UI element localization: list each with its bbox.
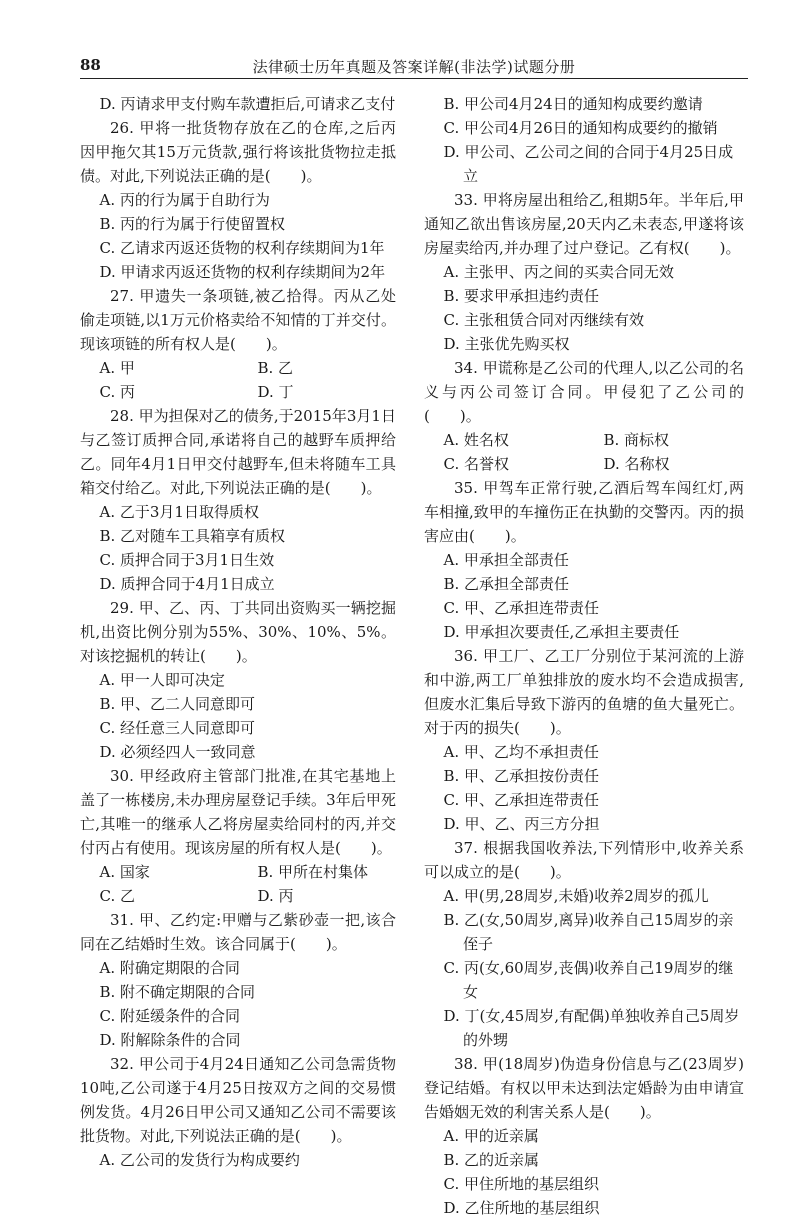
question-stem: 27. 甲遗失一条项链,被乙拾得。丙从乙处偷走项链,以1万元价格卖给不知情的丁并交付。现该项链的所有权人是( )。 (80, 287, 396, 353)
option: B. 甲、乙二人同意即可 (99, 695, 256, 713)
option: C. 丙(女,60周岁,丧偶)收养自己19周岁的继女 (443, 959, 734, 1001)
option: B. 甲、乙承担按份责任 (443, 767, 600, 785)
right-column (424, 92, 744, 1220)
option: A. 国家 (99, 863, 150, 881)
option: D. 甲请求丙返还货物的权利存续期间为2年 (99, 263, 386, 281)
option: A. 丙的行为属于自助行为 (99, 191, 270, 209)
question-stem: 36. 甲工厂、乙工厂分别位于某河流的上游和中游,两工厂单独排放的废水均不会造成损害,但废水汇集后导致下游丙的鱼塘的鱼大量死亡。对于丙的损失( )。 (424, 647, 744, 737)
option: C. 主张租赁合同对丙继续有效 (443, 311, 644, 329)
option: B. 丙的行为属于行使留置权 (99, 215, 286, 233)
option: D. 附解除条件的合同 (99, 1031, 241, 1049)
option: B. 乙(女,50周岁,离异)收养自己15周岁的亲侄子 (443, 911, 734, 953)
question-stem: 32. 甲公司于4月24日通知乙公司急需货物10吨,乙公司遂于4月25日按双方之间的交易惯例发货。4月26日甲公司又通知乙公司不需要该批货物。对此,下列说法正确的是( )。 (80, 1055, 396, 1145)
question-29 (80, 596, 396, 764)
option: D. 必须经四人一致同意 (99, 743, 256, 761)
option: B. 商标权 (603, 431, 670, 449)
option: C. 名誉权 (443, 455, 509, 473)
q32-option-b: B. 甲公司4月24日的通知构成要约邀请 (443, 95, 703, 113)
option: A. 姓名权 (443, 431, 509, 449)
question-27 (80, 284, 396, 404)
running-title: 法律硕士历年真题及答案详解(非法学)试题分册 (252, 58, 576, 76)
question-26 (80, 116, 396, 284)
option: C. 甲、乙承担连带责任 (443, 599, 599, 617)
option: B. 乙 (257, 359, 294, 377)
question-stem: 26. 甲将一批货物存放在乙的仓库,之后丙因甲拖欠其15万元货款,强行将该批货物拉走抵债。对此,下列说法正确的是( )。 (80, 119, 396, 185)
question-36 (424, 644, 744, 836)
question-34 (424, 356, 744, 476)
question-38 (424, 1052, 744, 1220)
question-32 (80, 1052, 396, 1172)
page-number: 88 (80, 56, 101, 74)
question-stem: 31. 甲、乙约定:甲赠与乙紫砂壶一把,该合同在乙结婚时生效。该合同属于( )。 (80, 911, 396, 953)
option: B. 乙承担全部责任 (443, 575, 570, 593)
question-stem: 34. 甲谎称是乙公司的代理人,以乙公司的名义与丙公司签订合同。甲侵犯了乙公司的( )。 (424, 359, 744, 425)
option: B. 乙的近亲属 (443, 1151, 540, 1169)
question-37 (424, 836, 744, 1052)
q32-option-c: C. 甲公司4月26日的通知构成要约的撤销 (443, 119, 718, 137)
option: D. 甲、乙、丙三方分担 (443, 815, 600, 833)
option: D. 名称权 (603, 455, 670, 473)
option: B. 乙对随车工具箱享有质权 (99, 527, 286, 545)
question-stem: 38. 甲(18周岁)伪造身份信息与乙(23周岁)登记结婚。有权以甲未达到法定婚龄为由申请宣告婚姻无效的利害关系人是( )。 (424, 1055, 744, 1121)
option: D. 丁 (257, 383, 294, 401)
question-28 (80, 404, 396, 596)
option: D. 丙 (257, 887, 294, 905)
option: D. 甲承担次要责任,乙承担主要责任 (443, 623, 680, 641)
question-stem: 28. 甲为担保对乙的债务,于2015年3月1日与乙签订质押合同,承诺将自己的越野车质押给乙。同年4月1日甲交付越野车,但未将随车工具箱交付给乙。对此,下列说法正确的是( )。 (80, 407, 396, 497)
option: C. 乙 (99, 887, 135, 905)
option: D. 乙住所地的基层组织 (443, 1199, 600, 1217)
option: A. 乙于3月1日取得质权 (99, 503, 259, 521)
option: A. 附确定期限的合同 (99, 959, 240, 977)
option: B. 要求甲承担违约责任 (443, 287, 600, 305)
option: C. 甲、乙承担连带责任 (443, 791, 599, 809)
question-stem: 30. 甲经政府主管部门批准,在其宅基地上盖了一栋楼房,未办理房屋登记手续。3年后甲死亡,其唯一的继承人乙将房屋卖给同村的丙,并交付丙占有使用。现该房屋的所有权人是( )。 (80, 767, 396, 857)
question-33 (424, 188, 744, 356)
question-35 (424, 476, 744, 644)
question-30 (80, 764, 396, 908)
question-stem: 33. 甲将房屋出租给乙,租期5年。半年后,甲通知乙欲出售该房屋,20天内乙未表态,甲遂将该房屋卖给丙,并办理了过户登记。乙有权( )。 (424, 191, 744, 257)
question-stem: 35. 甲驾车正常行驶,乙酒后驾车闯红灯,两车相撞,致甲的车撞伤正在执勤的交警丙。丙的损害应由( )。 (424, 479, 744, 545)
option: D. 主张优先购买权 (443, 335, 570, 353)
option: A. 甲(男,28周岁,未婚)收养2周岁的孤儿 (443, 887, 709, 905)
option: A. 乙公司的发货行为构成要约 (99, 1151, 300, 1169)
option: C. 经任意三人同意即可 (99, 719, 255, 737)
option: A. 甲承担全部责任 (443, 551, 569, 569)
left-column (80, 92, 396, 1172)
option: B. 甲所在村集体 (257, 863, 369, 881)
page-header (80, 52, 748, 79)
question-31 (80, 908, 396, 1052)
option: C. 附延缓条件的合同 (99, 1007, 240, 1025)
option: C. 质押合同于3月1日生效 (99, 551, 275, 569)
option: A. 甲 (99, 359, 135, 377)
option: C. 乙请求丙返还货物的权利存续期间为1年 (99, 239, 385, 257)
option: A. 甲的近亲属 (443, 1127, 539, 1145)
option: A. 主张甲、丙之间的买卖合同无效 (443, 263, 674, 281)
option: C. 丙 (99, 383, 135, 401)
question-stem: 37. 根据我国收养法,下列情形中,收养关系可以成立的是( )。 (424, 839, 744, 881)
option: B. 附不确定期限的合同 (99, 983, 256, 1001)
question-stem: 29. 甲、乙、丙、丁共同出资购买一辆挖掘机,出资比例分别为55%、30%、10%、5%。对该挖掘机的转让( )。 (80, 599, 396, 665)
q25-option-d: D. 丙请求甲支付购车款遭拒后,可请求乙支付 (99, 95, 396, 113)
q32-option-d: D. 甲公司、乙公司之间的合同于4月25日成立 (443, 143, 734, 185)
option: A. 甲一人即可决定 (99, 671, 225, 689)
option: C. 甲住所地的基层组织 (443, 1175, 599, 1193)
option: D. 丁(女,45周岁,有配偶)单独收养自己5周岁的外甥 (443, 1007, 740, 1049)
option: A. 甲、乙均不承担责任 (443, 743, 599, 761)
option: D. 质押合同于4月1日成立 (99, 575, 275, 593)
